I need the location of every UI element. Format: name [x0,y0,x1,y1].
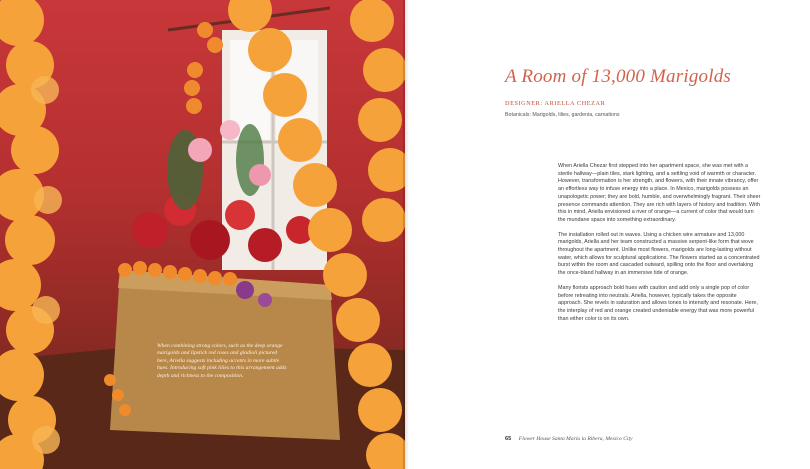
botanicals-list: Botanicals: Marigolds, lilies, gardenia, carnations [505,112,620,118]
body-paragraph: When Ariella Chezar first stepped into her apartment space, she was met with a sterile hallway—plain tiles, stark lighting, and a settling void of warmth or character. However, transformation is her strength, and flowers, with their innate vibrancy, offer an effortless way to infuse energy into a place. In Mexico, marigolds possess an unapologetic power; they are bold, humble, and overwhelmingly fragrant. Their sheer presence commands attention. They are rich with layers of history and tradition. With this in mind, Ariella envisioned a river of orange—a current of color that would turn the mundane space into something extraordinary. [558,163,761,223]
footer-location: Flower House Santa María la Ribera, Mexico City [518,436,633,442]
body-paragraph: The installation rolled out in waves. Using a chicken wire armature and 13,000 marigolds, Ariella and her team constructed a massive serpent-like form that wove throughout the apartment. Unlike most flowers, marigolds are long-lasting without water, which allows for sculptural applications. The flowers started as a concentrated burst within the room and cascaded outward, spilling onto the floor and overtaking the once-bland hallway in an immersive tide of orange. [558,231,760,277]
body-paragraph: Many florists approach bold hues with caution and add only a single pop of color before retreating into neutrals. Ariella, however, typically takes the opposite approach. She revels in saturation and allows tones to intensify and resonate. Here, the interplay of red and orange created undeniable energy that was more powerful than either color is on its own. [558,284,758,322]
page-number: 65 [505,436,512,442]
designer-credit: DESIGNER: ARIELLA CHEZAR [505,100,606,107]
page-gutter [403,0,409,469]
photo-caption: When combining strong colors, such as the deep orange marigolds and lipstick red roses and gladioli pictured here, Ariella suggests including accents in more subtle hues. Introducing soft pink lilies to this arrangement adds depth and richness to the composition. [157,343,287,379]
article-title: A Room of 13,000 Marigolds [505,66,731,87]
page-footer [505,436,633,442]
article-body [558,163,762,330]
